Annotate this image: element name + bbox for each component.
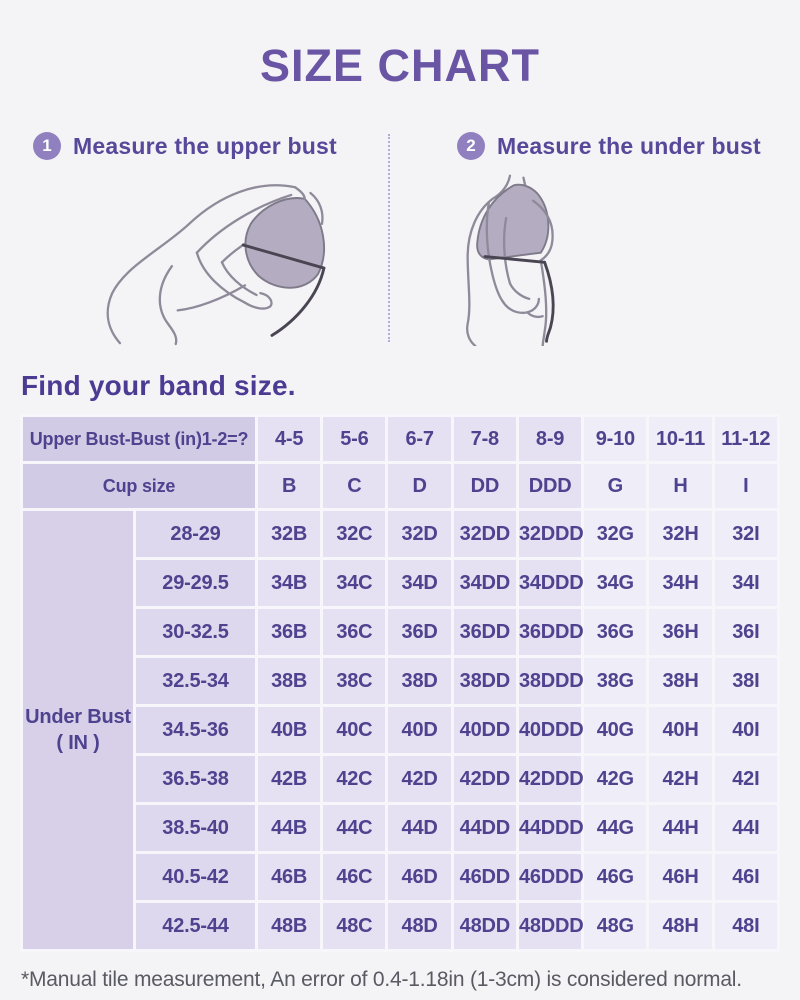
- bust-diff-header: 11-12: [713, 416, 778, 463]
- size-cell: 34D: [387, 559, 452, 608]
- steps-divider: [388, 134, 390, 342]
- page-title: SIZE CHART: [260, 40, 540, 91]
- size-cell: 46B: [257, 853, 322, 902]
- under-bust-measuring-figure-illustration: [420, 168, 650, 346]
- table-row: [22, 657, 779, 706]
- bust-diff-header: 5-6: [322, 416, 387, 463]
- cup-header: G: [583, 463, 648, 510]
- size-cell: 34B: [257, 559, 322, 608]
- cup-header: B: [257, 463, 322, 510]
- size-cell: 40D: [387, 706, 452, 755]
- size-cell: 32C: [322, 510, 387, 559]
- size-cell: 36DD: [452, 608, 517, 657]
- size-cell: 40C: [322, 706, 387, 755]
- size-cell: 32I: [713, 510, 778, 559]
- size-cell: 42DDD: [517, 755, 582, 804]
- size-cell: 46DDD: [517, 853, 582, 902]
- bust-diff-header: 8-9: [517, 416, 582, 463]
- cup-size-header-row: [22, 463, 779, 510]
- step-2-label: Measure the under bust: [497, 132, 761, 159]
- size-cell: 42H: [648, 755, 713, 804]
- size-cell: 40B: [257, 706, 322, 755]
- size-cell: 34C: [322, 559, 387, 608]
- size-cell: 42I: [713, 755, 778, 804]
- size-cell: 36C: [322, 608, 387, 657]
- size-chart-table: [20, 414, 780, 952]
- under-bust-label-line1: Under Bust: [25, 706, 131, 728]
- size-cell: 42DD: [452, 755, 517, 804]
- size-cell: 44DD: [452, 804, 517, 853]
- size-cell: 38C: [322, 657, 387, 706]
- step-under-bust: [400, 132, 800, 350]
- table-row: [22, 804, 779, 853]
- cup-header: C: [322, 463, 387, 510]
- size-cell: 34DDD: [517, 559, 582, 608]
- table-row: [22, 510, 779, 559]
- underbust-range: 28-29: [135, 510, 257, 559]
- size-cell: 32DDD: [517, 510, 582, 559]
- size-cell: 44DDD: [517, 804, 582, 853]
- cup-header: H: [648, 463, 713, 510]
- under-bust-label-line2: ( IN ): [56, 732, 100, 754]
- size-cell: 44I: [713, 804, 778, 853]
- size-cell: 46DD: [452, 853, 517, 902]
- size-cell: 32H: [648, 510, 713, 559]
- size-cell: 38D: [387, 657, 452, 706]
- cup-header: DDD: [517, 463, 582, 510]
- size-cell: 44D: [387, 804, 452, 853]
- upper-bust-diff-corner-cell: Upper Bust-Bust (in)1-2=?: [22, 416, 257, 463]
- table-row: [22, 706, 779, 755]
- under-bust-row-header: [22, 510, 135, 951]
- size-cell: 42G: [583, 755, 648, 804]
- size-cell: 36H: [648, 608, 713, 657]
- size-cell: 38B: [257, 657, 322, 706]
- size-cell: 40H: [648, 706, 713, 755]
- size-cell: 34G: [583, 559, 648, 608]
- size-cell: 44G: [583, 804, 648, 853]
- size-cell: 36I: [713, 608, 778, 657]
- size-cell: 34H: [648, 559, 713, 608]
- size-cell: 32B: [257, 510, 322, 559]
- step-1-header: [33, 132, 400, 160]
- size-cell: 48G: [583, 902, 648, 951]
- size-cell: 44H: [648, 804, 713, 853]
- size-cell: 42D: [387, 755, 452, 804]
- size-cell: 48DDD: [517, 902, 582, 951]
- cup-header: I: [713, 463, 778, 510]
- underbust-range: 32.5-34: [135, 657, 257, 706]
- size-cell: 44C: [322, 804, 387, 853]
- size-cell: 38H: [648, 657, 713, 706]
- measurement-tolerance-footnote: *Manual tile measurement, An error of 0.4-1.18in (1-3cm) is considered normal.: [21, 968, 742, 991]
- step-2-number-badge: 2: [457, 132, 485, 160]
- upper-bust-measuring-figure-illustration: [70, 168, 370, 346]
- size-cell: 32G: [583, 510, 648, 559]
- size-cell: 46D: [387, 853, 452, 902]
- measure-steps: [0, 132, 800, 350]
- cup-header: DD: [452, 463, 517, 510]
- size-cell: 48B: [257, 902, 322, 951]
- size-cell: 42B: [257, 755, 322, 804]
- size-cell: 38G: [583, 657, 648, 706]
- size-cell: 36D: [387, 608, 452, 657]
- size-cell: 36B: [257, 608, 322, 657]
- table-row: [22, 853, 779, 902]
- size-cell: 48H: [648, 902, 713, 951]
- size-cell: 48I: [713, 902, 778, 951]
- underbust-range: 38.5-40: [135, 804, 257, 853]
- bust-diff-header: 6-7: [387, 416, 452, 463]
- bust-diff-header: 10-11: [648, 416, 713, 463]
- size-cell: 32D: [387, 510, 452, 559]
- underbust-range: 40.5-42: [135, 853, 257, 902]
- size-cell: 46C: [322, 853, 387, 902]
- size-cell: 38DDD: [517, 657, 582, 706]
- cup-header: D: [387, 463, 452, 510]
- size-cell: 40DD: [452, 706, 517, 755]
- size-cell: 42C: [322, 755, 387, 804]
- size-cell: 38DD: [452, 657, 517, 706]
- bust-diff-header: 4-5: [257, 416, 322, 463]
- step-upper-bust: [0, 132, 400, 350]
- size-cell: 44B: [257, 804, 322, 853]
- band-size-heading: Find your band size.: [21, 370, 296, 401]
- step-1-number-badge: 1: [33, 132, 61, 160]
- size-cell: 46I: [713, 853, 778, 902]
- step-1-label: Measure the upper bust: [73, 132, 337, 159]
- underbust-range: 30-32.5: [135, 608, 257, 657]
- table-row: [22, 608, 779, 657]
- bust-difference-header-row: [22, 416, 779, 463]
- table-row: [22, 902, 779, 951]
- underbust-range: 34.5-36: [135, 706, 257, 755]
- size-cell: 32DD: [452, 510, 517, 559]
- underbust-range: 36.5-38: [135, 755, 257, 804]
- underbust-range: 42.5-44: [135, 902, 257, 951]
- size-cell: 48DD: [452, 902, 517, 951]
- table-row: [22, 755, 779, 804]
- size-cell: 36DDD: [517, 608, 582, 657]
- table-row: [22, 559, 779, 608]
- size-cell: 40I: [713, 706, 778, 755]
- size-cell: 34DD: [452, 559, 517, 608]
- size-cell: 48D: [387, 902, 452, 951]
- cup-size-corner-cell: Cup size: [22, 463, 257, 510]
- size-cell: 34I: [713, 559, 778, 608]
- step-2-header: [457, 132, 800, 160]
- size-cell: 46H: [648, 853, 713, 902]
- size-cell: 40G: [583, 706, 648, 755]
- size-cell: 40DDD: [517, 706, 582, 755]
- bust-diff-header: 9-10: [583, 416, 648, 463]
- size-cell: 46G: [583, 853, 648, 902]
- underbust-range: 29-29.5: [135, 559, 257, 608]
- size-cell: 48C: [322, 902, 387, 951]
- bust-diff-header: 7-8: [452, 416, 517, 463]
- size-cell: 38I: [713, 657, 778, 706]
- size-cell: 36G: [583, 608, 648, 657]
